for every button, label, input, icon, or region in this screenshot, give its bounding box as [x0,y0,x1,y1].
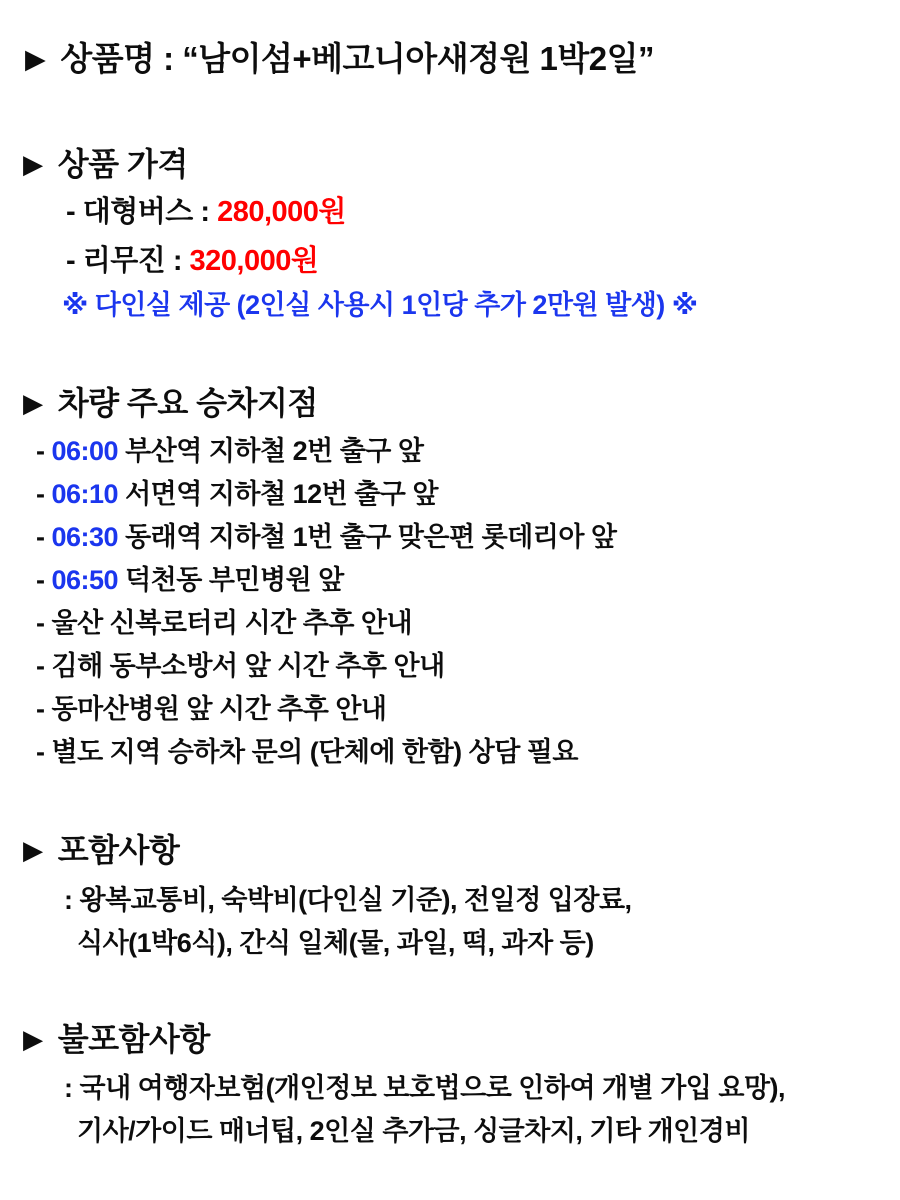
pickup-time: 06:30 [51,522,119,552]
pickup-item [36,479,438,510]
section-header-pickup [23,385,318,422]
section-header-excluded [23,1021,210,1058]
pickup-item [36,608,412,639]
pickup-location: 별도 지역 승하차 문의 (단체에 한함) 상담 필요 [51,737,578,767]
pickup-time: 06:00 [51,436,119,466]
dash-bullet: - [36,522,45,552]
triangle-bullet-icon: ▶ [23,1024,43,1054]
pickup-location: 김해 동부소방서 앞 시간 추후 안내 [51,651,445,681]
dash-bullet: - [36,608,45,638]
section-header-excluded-text: 불포함사항 [57,1021,210,1057]
dash-bullet: - [36,651,45,681]
dash-bullet: - [36,565,45,595]
section-header-included [23,832,179,869]
triangle-bullet-icon: ▶ [23,149,43,179]
price-item-bus-value: 280,000원 [217,196,346,228]
price-item-limousine-value: 320,000원 [189,245,319,277]
pickup-item [36,694,387,725]
triangle-bullet-icon: ▶ [25,44,46,74]
dash-bullet: - [36,694,45,724]
pickup-location: 덕천동 부민병원 앞 [125,565,344,595]
pickup-time: 06:10 [51,479,119,509]
pickup-location: 부산역 지하철 2번 출구 앞 [125,436,424,466]
price-item-limousine [66,245,318,278]
section-header-included-text: 포함사항 [57,832,180,868]
price-item-limousine-label: - 리무진 : [66,245,182,277]
dash-bullet: - [36,737,45,767]
pickup-item [36,737,578,768]
dash-bullet: - [36,479,45,509]
excluded-line-2: 기사/가이드 매너팁, 2인실 추가금, 싱글차지, 기타 개인경비 [77,1116,750,1146]
pickup-location: 서면역 지하철 12번 출구 앞 [125,479,438,509]
product-title-text: 상품명 : “남이섬+베고니아새정원 1박2일” [60,40,654,77]
section-header-price-text: 상품 가격 [57,146,188,182]
product-title [25,40,654,78]
pickup-time: 06:50 [51,565,119,595]
pickup-location: 울산 신복로터리 시간 추후 안내 [51,608,413,638]
section-header-price [23,146,188,183]
price-item-bus-label: - 대형버스 : [66,196,210,228]
room-option-note: ※ 다인실 제공 (2인실 사용시 1인당 추가 2만원 발생) ※ [62,290,698,320]
included-line-1: : 왕복교통비, 숙박비(다인실 기준), 전일정 입장료, [64,885,632,915]
dash-bullet: - [36,436,45,466]
pickup-item [36,565,344,596]
pickup-location: 동래역 지하철 1번 출구 맞은편 롯데리아 앞 [125,522,617,552]
pickup-item [36,522,617,553]
pickup-location: 동마산병원 앞 시간 추후 안내 [51,694,387,724]
triangle-bullet-icon: ▶ [23,388,43,418]
pickup-item [36,651,445,682]
price-item-bus [66,196,346,229]
section-header-pickup-text: 차량 주요 승차지점 [57,385,318,421]
excluded-line-1: : 국내 여행자보험(개인정보 보호법으로 인하여 개별 가입 요망), [64,1073,786,1103]
triangle-bullet-icon: ▶ [23,835,43,865]
pickup-item [36,436,423,467]
included-line-2: 식사(1박6식), 간식 일체(물, 과일, 떡, 과자 등) [77,928,594,958]
